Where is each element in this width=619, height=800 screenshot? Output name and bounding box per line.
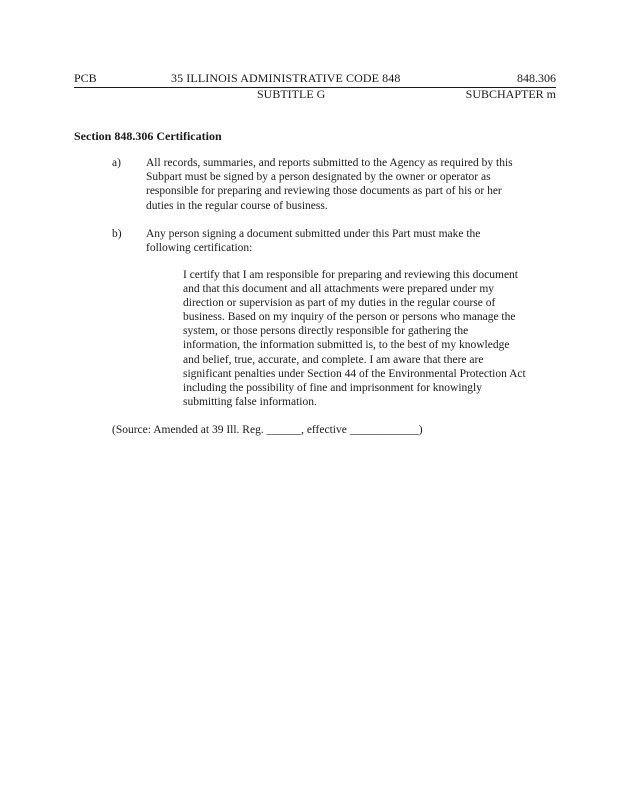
header-subtitle: SUBTITLE G	[257, 87, 326, 101]
text-line: All records, summaries, and reports submitted to the Agency as required by this	[146, 157, 513, 169]
quote-line: and belief, true, accurate, and complete. I am aware that there are	[183, 353, 484, 366]
page-header	[74, 72, 556, 88]
page-subheader	[74, 88, 556, 102]
source-note: (Source: Amended at 39 Ill. Reg. ______, effective ____________)	[112, 424, 423, 436]
subsection-text	[146, 227, 551, 255]
quote-line: system, or those persons directly responsible for gathering the	[183, 325, 469, 338]
quote-line: direction or supervision as part of my duties in the regular course of	[183, 297, 496, 310]
text-line: responsible for preparing and reviewing those documents as part of his or her	[146, 185, 502, 198]
header-subchapter: SUBCHAPTER m	[465, 87, 556, 101]
quote-line: submitting false information.	[183, 395, 317, 408]
quote-line: information, the information submitted is, to the best of my knowledge	[183, 339, 510, 352]
quote-line: significant penalties under Section 44 of the Environmental Protection Act	[183, 367, 526, 380]
header-section-number: 848.306	[517, 71, 556, 85]
quote-line: including the possibility of fine and imprisonment for knowingly	[183, 381, 482, 394]
quote-line: business. Based on my inquiry of the person or persons who manage the	[183, 311, 516, 324]
subsection-label: b)	[112, 228, 122, 240]
section-heading: Section 848.306 Certification	[74, 129, 222, 143]
subsection-label: a)	[112, 157, 121, 169]
certification-statement	[183, 268, 560, 409]
header-code-title: 35 ILLINOIS ADMINISTRATIVE CODE 848	[171, 71, 401, 85]
text-line: following certification:	[146, 242, 253, 255]
subsection-text	[146, 156, 551, 213]
text-line: Any person signing a document submitted under this Part must make the	[146, 228, 481, 240]
text-line: duties in the regular course of business.	[146, 199, 328, 212]
header-agency: PCB	[74, 71, 97, 85]
text-line: Subpart must be signed by a person designated by the owner or operator as	[146, 171, 491, 184]
quote-line: I certify that I am responsible for preparing and reviewing this document	[183, 269, 518, 281]
quote-line: and that this document and all attachments were prepared under my	[183, 283, 495, 296]
